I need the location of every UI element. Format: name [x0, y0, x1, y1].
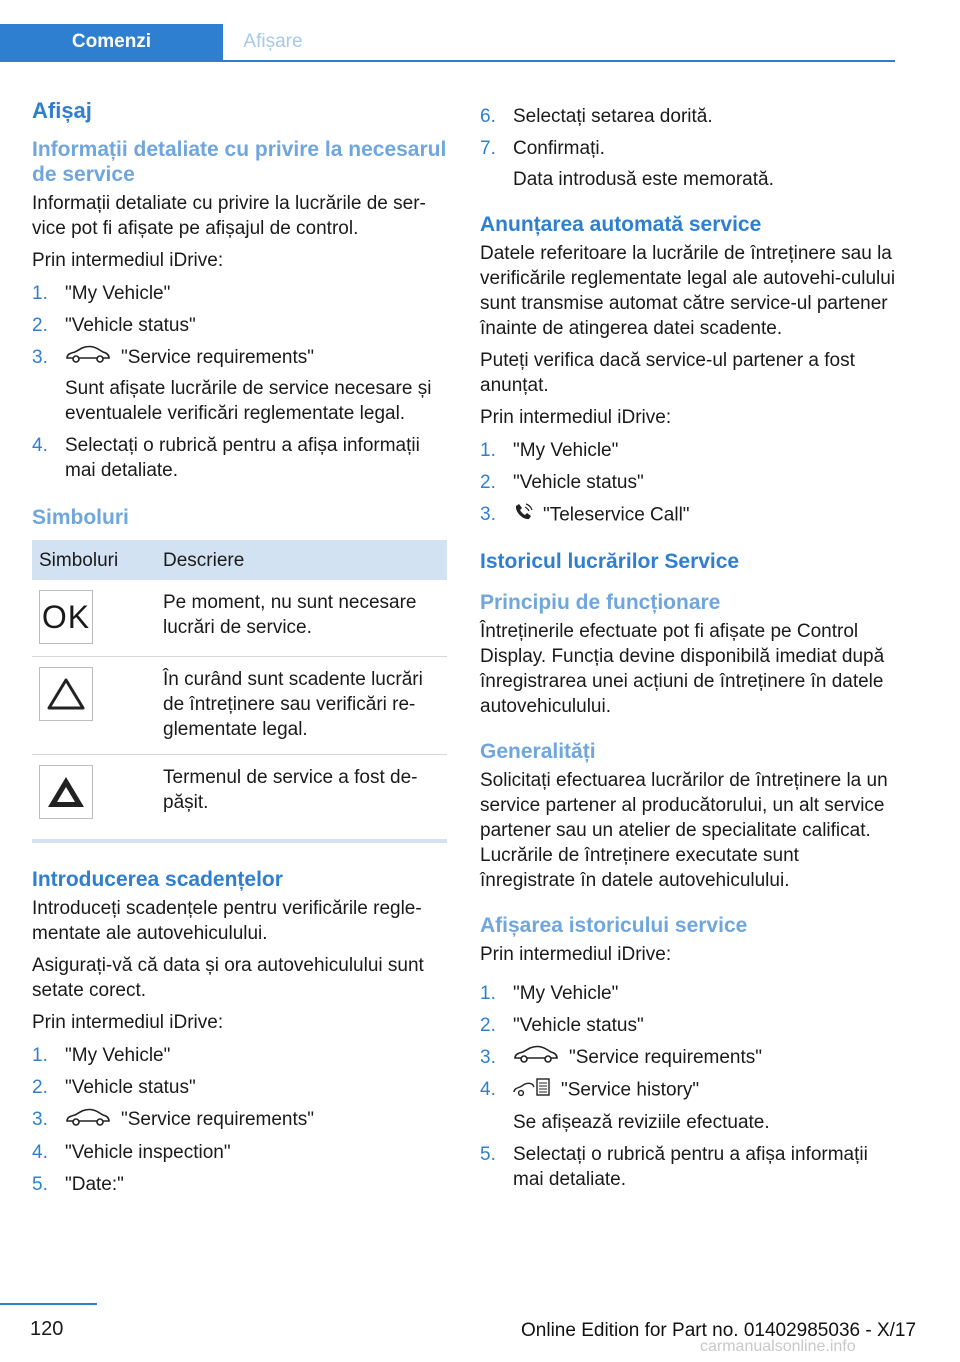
step-number: 4. [32, 435, 48, 457]
step-text: "Vehicle inspection" [65, 1141, 231, 1163]
table-bottom-rule [32, 839, 447, 843]
subheading-principle: Principiu de funcționare [480, 591, 721, 614]
step-number: 1. [32, 283, 48, 304]
car-icon [65, 1108, 111, 1133]
left-column [32, 92, 448, 1205]
step-text: "Vehicle status" [513, 472, 644, 493]
step-number: 5. [32, 1173, 48, 1195]
step-text: "Service requirements" [121, 1109, 315, 1131]
list-item [480, 1045, 896, 1070]
list-item [32, 281, 448, 306]
step-text: "Teleservice Call" [543, 504, 690, 526]
step-number: 1. [480, 440, 496, 461]
section-heading-deadlines: Introducerea scadențelor [32, 868, 283, 892]
steps-list [32, 281, 448, 483]
steps-list [480, 104, 896, 192]
list-item [32, 313, 448, 338]
step-text: "My Vehicle" [513, 983, 619, 1004]
step-text: "Date:" [65, 1173, 124, 1195]
subheading-general: Generalități [480, 740, 596, 763]
list-item [480, 470, 896, 495]
column-header-symbols: Simboluri [32, 540, 156, 580]
step-text: "Service history" [561, 1080, 700, 1101]
paragraph: Puteți verifica dacă service-ul partener a fost anunțat. [480, 350, 855, 396]
step-number: 2. [32, 1077, 48, 1099]
paragraph: Prin intermediul iDrive: [480, 944, 672, 965]
paragraph: Solicitați efectuarea lucrărilor de întreținere la un service partener al producătorului, un alt service partener sau un atelier de specialitate calificat. Lucrările de întreținere executate sunt înregistrate în datele autovehiculului. [480, 770, 888, 891]
step-number: 3. [480, 504, 496, 525]
list-item [32, 345, 448, 426]
symbol-cell [32, 580, 156, 657]
description-cell: Pe moment, nu sunt necesare lucrări de service. [156, 580, 447, 657]
step-text: Selectați o rubrică pentru a afișa informații mai detaliate. [513, 1144, 868, 1191]
table-row [32, 755, 447, 832]
step-text: "My Vehicle" [513, 440, 619, 461]
column-header-description: Descriere [156, 540, 447, 580]
step-subtext: Sunt afișate lucrările de service necesare și eventualele verificări reglementate legal. [65, 378, 432, 425]
step-number: 4. [32, 1141, 48, 1163]
step-text: Confirmați. [513, 138, 605, 159]
list-item [480, 104, 896, 129]
list-item [480, 1077, 896, 1135]
step-text: "Vehicle status" [513, 1015, 644, 1036]
description-cell: Termenul de service a fost de‐pășit. [163, 767, 418, 814]
symbol-cell [32, 657, 156, 755]
telephone-icon [513, 502, 533, 529]
paragraph: Prin intermediul iDrive: [480, 407, 672, 428]
footer-rule [0, 1303, 97, 1305]
step-number: 7. [480, 138, 496, 159]
paragraph: Prin intermediul iDrive: [32, 250, 224, 271]
step-subtext: Data introdusă este memorată. [513, 169, 774, 190]
service-history-icon [513, 1077, 551, 1104]
list-item [480, 1142, 896, 1192]
step-number: 2. [32, 315, 48, 336]
car-icon [65, 345, 111, 370]
step-text: Selectați o rubrică pentru a afișa informații mai detaliate. [65, 435, 420, 482]
step-number: 1. [32, 1045, 48, 1067]
step-text: "My Vehicle" [65, 1045, 171, 1067]
step-number: 5. [480, 1144, 496, 1166]
list-item [32, 433, 448, 483]
steps-list [480, 981, 896, 1192]
steps-list [480, 438, 896, 529]
step-number: 1. [480, 983, 496, 1004]
triangle-outline-icon [39, 667, 93, 721]
list-item [480, 1013, 896, 1038]
right-column [480, 104, 896, 1200]
watermark: carmanualsonline.info [700, 1338, 856, 1355]
list-item [480, 502, 896, 529]
step-text: "My Vehicle" [65, 283, 171, 304]
table-row [32, 657, 447, 755]
list-item [32, 1075, 448, 1100]
step-number: 4. [480, 1079, 496, 1101]
list-item [480, 981, 896, 1006]
edition-note: Online Edition for Part no. 01402985036 - X/17 [521, 1320, 917, 1341]
list-item [480, 136, 896, 192]
table-header-row [32, 540, 447, 580]
step-number: 2. [480, 472, 496, 493]
tab-afisare[interactable]: Afișare [243, 31, 303, 52]
step-number: 3. [480, 1047, 496, 1068]
list-item [480, 438, 896, 463]
list-item [32, 1140, 448, 1165]
section-heading-symbols: Simboluri [32, 506, 129, 530]
page-title: Afișaj [32, 98, 92, 123]
symbol-cell [32, 755, 156, 832]
list-item [32, 1172, 448, 1197]
symbols-table [32, 540, 447, 831]
tab-comenzi[interactable]: Comenzi [0, 24, 223, 60]
ok-symbol-text: OK [41, 598, 91, 635]
paragraph: Informații detaliate cu privire la lucrările de ser‐vice pot fi afișate pe afișajul de control. [32, 193, 426, 239]
paragraph: Asigurați-vă că data și ora autovehiculului sunt setate corect. [32, 955, 424, 1002]
step-text: Selectați setarea dorită. [513, 106, 713, 127]
step-number: 3. [32, 347, 48, 368]
paragraph: Întreținerile efectuate pot fi afișate pe Control Display. Funcția devine disponibilă imediat după înregistrarea unei acțiuni de întreținere în datele autovehiculului. [480, 621, 885, 717]
header-tabbar [0, 24, 895, 62]
step-subtext: Se afișează reviziile efectuate. [513, 1112, 770, 1134]
step-text: "Service requirements" [121, 347, 315, 368]
step-number: 3. [32, 1109, 48, 1131]
section-heading-detailed-info: Informații detaliate cu privire la necesarul de service [32, 138, 447, 186]
description-cell: În curând sunt scadente lucrări de întreținere sau verificări re‐glementate legal. [156, 657, 447, 755]
step-text: "Vehicle status" [65, 315, 196, 336]
step-text: "Service requirements" [569, 1047, 763, 1068]
table-row [32, 580, 447, 657]
page-number: 120 [30, 1318, 64, 1340]
list-item [32, 1107, 448, 1132]
section-heading-service-history: Istoricul lucrărilor Service [480, 550, 740, 573]
steps-list [32, 1043, 448, 1196]
triangle-filled-icon [39, 765, 93, 819]
step-text: "Vehicle status" [65, 1077, 196, 1099]
ok-symbol-icon [39, 590, 93, 644]
section-heading-auto-service: Anunțarea automată service [480, 213, 762, 236]
paragraph: Datele referitoare la lucrările de întreținere sau la verificările reglementate legal ale autovehi‐culului sunt transmise automat către service-ul partener înainte de atingerea datei scadente. [480, 243, 896, 339]
car-icon [513, 1045, 559, 1070]
paragraph: Prin intermediul iDrive: [32, 1012, 224, 1034]
step-number: 2. [480, 1015, 496, 1036]
paragraph: Introduceți scadențele pentru verificările regle‐mentate ale autovehiculului. [32, 898, 422, 945]
subheading-display-history: Afișarea istoricului service [480, 914, 748, 937]
step-number: 6. [480, 106, 496, 127]
list-item [32, 1043, 448, 1068]
